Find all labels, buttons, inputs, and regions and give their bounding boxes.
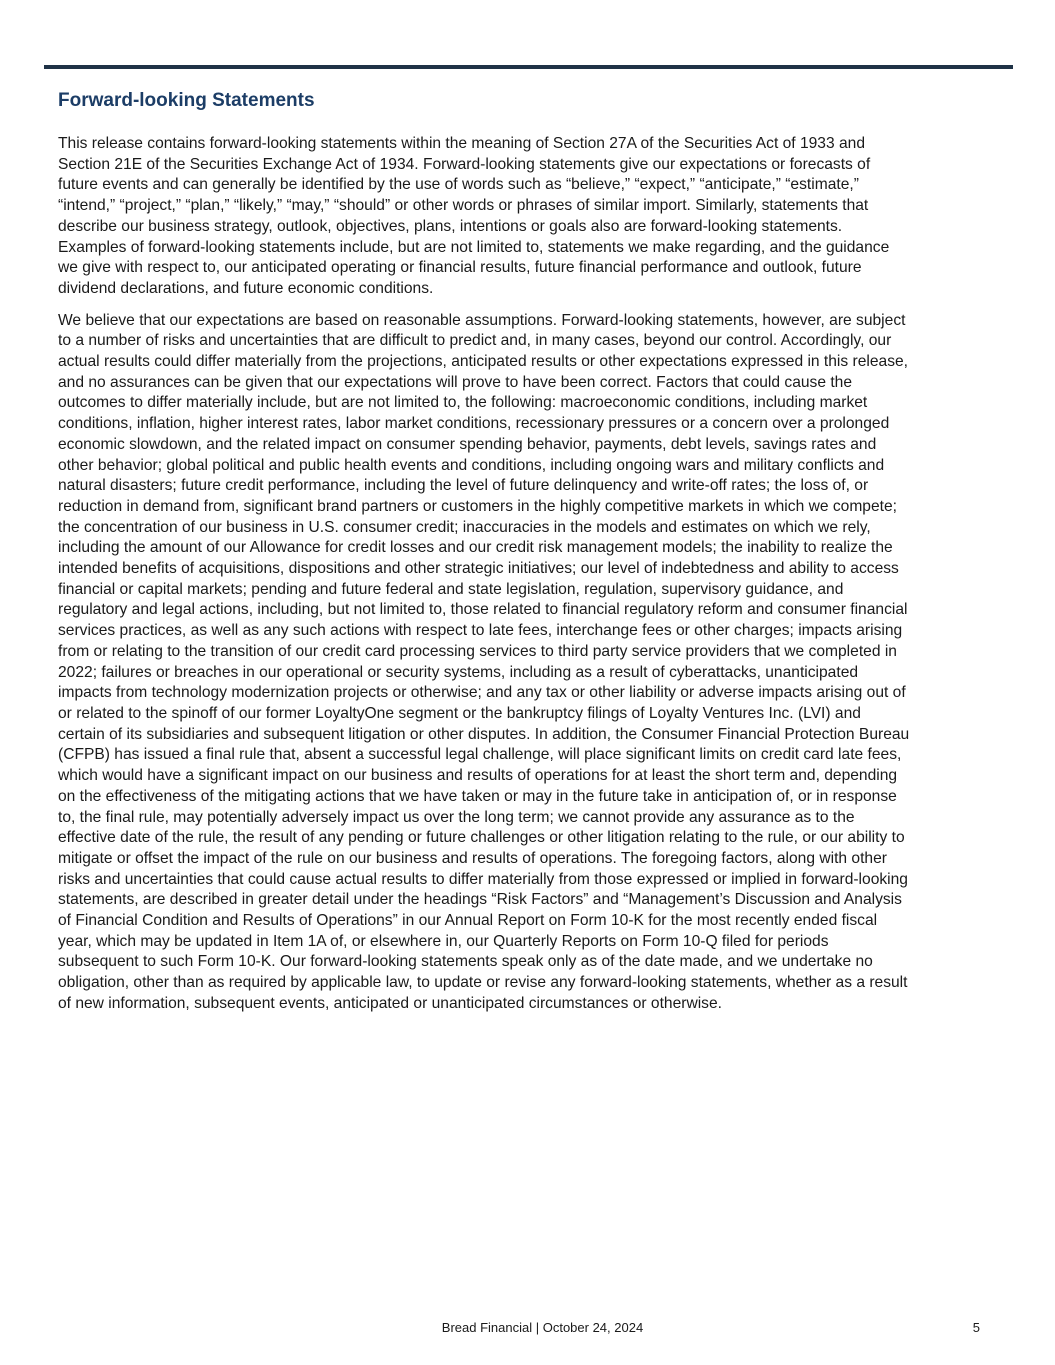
paragraph-line: year, which may be updated in Item 1A of, or elsewhere in, our Quarterly Reports on Form 10-Q filed for periods xyxy=(58,932,829,950)
paragraph-line: financial or capital markets; pending and future federal and state legislation, regulation, supervisory guidance, and xyxy=(58,580,844,598)
paragraph-line: including the amount of our Allowance for credit losses and our credit risk management models; the inability to realize the xyxy=(58,539,893,557)
paragraph-line: certain of its subsidiaries and subsequent litigation or other disputes. In addition, the Consumer Financial Protection Bureau xyxy=(58,725,910,743)
paragraph-line: intended benefits of acquisitions, dispositions and other strategic initiatives; our level of indebtedness and ability to access xyxy=(58,560,899,578)
paragraph-line: to, the final rule, may potentially adversely impact us over the long term; we cannot provide any assurance as to the xyxy=(58,808,855,826)
paragraph-line: to a number of risks and uncertainties that are difficult to predict and, in many cases, beyond our control. Accordingly, our xyxy=(58,332,892,350)
paragraph-line: the concentration of our business in U.S. consumer credit; inaccuracies in the models and estimates on which we rely, xyxy=(58,518,871,536)
paragraph-line: conditions, inflation, higher interest rates, labor market conditions, recessionary pressures or a concern over a prolonged xyxy=(58,415,890,433)
paragraph-line: from or relating to the transition of our credit card processing services to third party service providers that we completed in xyxy=(58,642,897,660)
footer-text: Bread Financial | October 24, 2024 xyxy=(441,1320,644,1335)
paragraph-line: other behavior; global political and public health events and conditions, including ongoing wars and military conflicts and xyxy=(58,456,885,474)
paragraph-line: or related to the spinoff of our former LoyaltyOne segment or the bankruptcy filings of Loyalty Ventures Inc. (LVI) and xyxy=(58,704,861,722)
paragraph-line: reduction in demand from, significant brand partners or customers in the highly competitive markets in which we compete; xyxy=(58,497,897,515)
paragraph-line: outcomes to differ materially include, but are not limited to, the following: macroeconomic conditions, including market xyxy=(58,394,868,412)
paragraph-line: impacts from technology modernization projects or otherwise; and any tax or other liability or adverse impacts arising out of xyxy=(58,684,906,702)
paragraph-line: subsequent to such Form 10-K. Our forward-looking statements speak only as of the date made, and we undertake no xyxy=(58,953,873,971)
paragraph-line: describe our business strategy, outlook, objectives, plans, intentions or goals also are forward-looking statements. xyxy=(58,217,843,235)
paragraph-line: and no assurances can be given that our expectations will prove to have been correct. Factors that could cause the xyxy=(58,373,853,391)
paragraph-line: statements, are described in greater detail under the headings “Risk Factors” and “Management’s Discussion and Analysis xyxy=(58,891,902,909)
paragraph-2 xyxy=(58,311,1004,1015)
paragraph-line: “intend,” “project,” “plan,” “likely,” “may,” “should” or other words or phrases of similar import. Similarly, statements that xyxy=(58,197,869,215)
paragraph-line: Examples of forward-looking statements include, but are not limited to, statements we make regarding, and the guidance xyxy=(58,238,890,256)
paragraph-line: of new information, subsequent events, anticipated or unanticipated circumstances or otherwise. xyxy=(58,994,722,1012)
paragraph-line: services practices, as well as any such actions with respect to late fees, interchange fees or other charges; impacts arising xyxy=(58,622,903,640)
paragraph-1 xyxy=(58,134,1004,300)
paragraph-line: of Financial Condition and Results of Operations” in our Annual Report on Form 10-K for the most recently ended fiscal xyxy=(58,912,878,930)
paragraph-line: effective date of the rule, the result of any pending or future challenges or other litigation relating to the rule, or our ability to xyxy=(58,829,905,847)
paragraph-line: This release contains forward-looking statements within the meaning of Section 27A of the Securities Act of 1933 and xyxy=(58,135,866,152)
paragraph-line: on the effectiveness of the mitigating actions that we have taken or may in the future take in anticipation of, or in response xyxy=(58,787,897,805)
paragraph-line: mitigate or offset the impact of the rule on our business and results of operations. The foregoing factors, along with other xyxy=(58,849,887,867)
paragraph-line: economic slowdown, and the related impact on consumer spending behavior, payments, debt levels, savings rates and xyxy=(58,435,877,453)
page-number: 5 xyxy=(972,1320,980,1335)
paragraph-line: future events and can generally be identified by the use of words such as “believe,” “expect,” “anticipate,” “estimate,” xyxy=(58,176,859,194)
paragraph-line: risks and uncertainties that could cause actual results to differ materially from those expressed or implied in forward-looking xyxy=(58,870,908,888)
paragraph-line: we give with respect to, our anticipated operating or financial results, future financial performance and outlook, future xyxy=(58,259,862,277)
paragraph-line: which would have a significant impact on our business and results of operations for at least the short term and, depending xyxy=(58,767,898,785)
paragraph-line: regulatory and legal actions, including, but not limited to, those related to financial regulatory reform and consumer financial xyxy=(58,601,908,619)
paragraph-line: dividend declarations, and future economic conditions. xyxy=(58,279,434,297)
paragraph-line: natural disasters; future credit performance, including the level of future delinquency and write-off rates; the loss of, or xyxy=(58,477,869,495)
paragraph-line: (CFPB) has issued a final rule that, absent a successful legal challenge, will place significant limits on credit card late fees, xyxy=(58,746,902,764)
section-title: Forward-looking Statements xyxy=(58,90,315,111)
paragraph-line: We believe that our expectations are based on reasonable assumptions. Forward-looking statements, however, are subject xyxy=(58,311,906,329)
header-rule xyxy=(44,65,1013,69)
paragraph-line: 2022; failures or breaches in our operational or security systems, including as a result of cyberattacks, unanticipated xyxy=(58,663,859,681)
body-text xyxy=(58,134,1004,1026)
paragraph-line: obligation, other than as required by applicable law, to update or revise any forward-looking statements, whether as a result xyxy=(58,974,908,992)
paragraph-line: Section 21E of the Securities Exchange Act of 1934. Forward-looking statements give our expectations or forecasts of xyxy=(58,155,871,173)
paragraph-line: actual results could differ materially from the projections, anticipated results or other expectations expressed in this release, xyxy=(58,353,908,371)
